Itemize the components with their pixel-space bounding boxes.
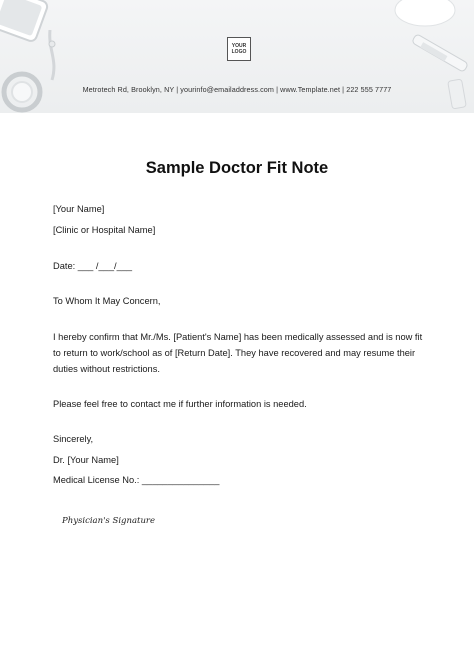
logo-text-line1: YOUR bbox=[231, 43, 247, 49]
contact-info: Metrotech Rd, Brooklyn, NY | yourinfo@emailaddress.com | www.Template.net | 222 555 7777 bbox=[82, 85, 392, 94]
clinic-name: [Clinic or Hospital Name] bbox=[53, 225, 156, 235]
logo-placeholder bbox=[227, 37, 251, 61]
logo-text-line2: LOGO bbox=[231, 49, 247, 55]
salutation: To Whom It May Concern, bbox=[53, 296, 161, 306]
body-paragraph-1: I hereby confirm that Mr./Ms. [Patient's Name] has been medically assessed and is now fit to return to work/school as of [Return Date]. They have recovered and may resume their duties without restrictions. bbox=[53, 332, 423, 374]
physician-signature bbox=[60, 509, 160, 531]
sender-name: [Your Name] bbox=[53, 204, 105, 214]
date-line: Date: ___ /___/___ bbox=[53, 261, 133, 271]
syringe-illustration bbox=[380, 0, 474, 113]
closing: Sincerely, bbox=[53, 434, 94, 444]
body-paragraph-2: Please feel free to contact me if further information is needed. bbox=[53, 399, 307, 409]
license-number: Medical License No.: _______________ bbox=[53, 475, 220, 485]
letterhead-header bbox=[0, 0, 474, 113]
signature-text: Physician's Signature bbox=[62, 516, 156, 526]
stethoscope-illustration bbox=[0, 30, 80, 113]
document-title: Sample Doctor Fit Note bbox=[145, 159, 329, 177]
doctor-name: Dr. [Your Name] bbox=[53, 455, 119, 465]
